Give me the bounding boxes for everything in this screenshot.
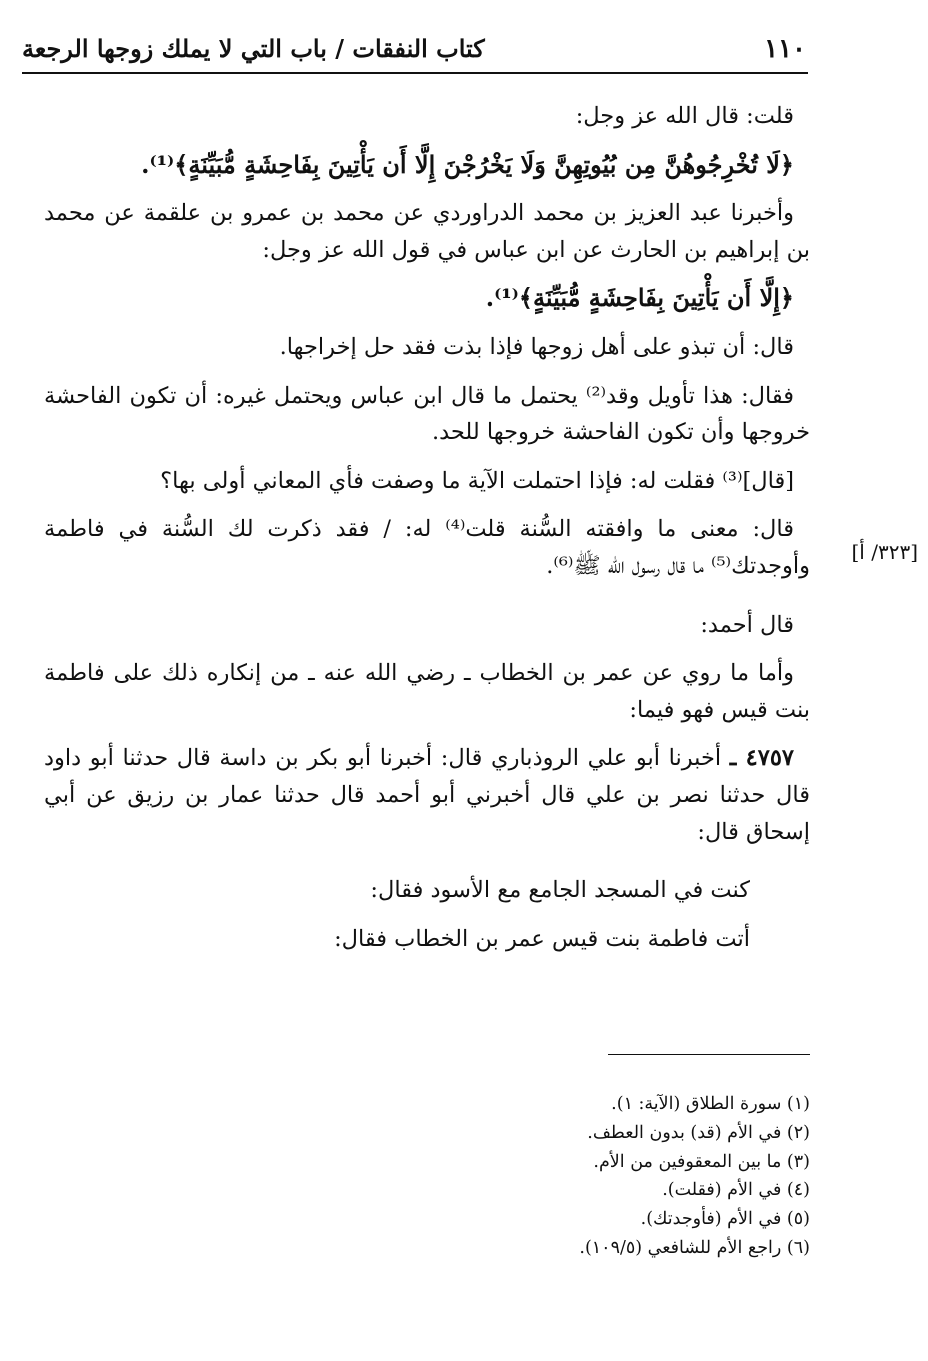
running-title: كتاب النفقات / باب التي لا يملك زوجها الرجعة bbox=[22, 34, 485, 63]
hadith-text: أخبرنا أبو علي الروذباري قال: أخبرنا أبو بكر بن داسة قال حدثنا أبو داود قال حدثنا نصر بن علي قال أخبرني أبو أحمد قال حدثنا عمار بن رزيق عن أبي إسحاق قال: bbox=[44, 745, 810, 845]
paragraph-fatima: أتت فاطمة بنت قيس عمر بن الخطاب فقال: bbox=[334, 925, 750, 952]
footnote: (٢) في الأم (قد) بدون العطف. bbox=[587, 1122, 810, 1143]
footnote: (٣) ما بين المعقوفين من الأم. bbox=[593, 1151, 810, 1172]
quran-verse-2: ﴿إِلَّا أَن يَأْتِينَ بِفَاحِشَةٍ مُّبَيِّنَةٍ﴾⁽¹⁾. bbox=[485, 283, 794, 313]
paragraph-faqultu: [قال]⁽³⁾ فقلت له: فإذا احتملت الآية ما وصفت فأي المعاني أولى بها؟ bbox=[160, 467, 794, 494]
page-header bbox=[22, 28, 808, 74]
footnote: (٤) في الأم (فقلت). bbox=[662, 1180, 810, 1201]
main-text bbox=[44, 98, 810, 969]
paragraph-faqal: فقال: هذا تأويل وقد⁽²⁾ يحتمل ما قال ابن عباس ويحتمل غيره: أن تكون الفاحشة خروجها وأن تكون الفاحشة خروجها للحد. bbox=[44, 382, 810, 446]
footnote-rule bbox=[608, 1054, 810, 1055]
paragraph-qal-ahmad: قال أحمد: bbox=[700, 611, 794, 638]
hadith-number: ٤٧٥٧ ـ bbox=[729, 745, 794, 772]
paragraph-qult: قلت: قال الله عز وجل: bbox=[575, 103, 794, 129]
footnote: (٥) في الأم (فأوجدتك). bbox=[640, 1209, 810, 1230]
paragraph-umar: وأما ما روي عن عمر بن الخطاب ـ رضي الله عنه ـ من إنكاره ذلك على فاطمة بنت قيس فهو فيما: bbox=[44, 660, 810, 723]
manuscript-folio-note: [٣٢٣/ أ] bbox=[851, 540, 918, 564]
paragraph-isnad: وأخبرنا عبد العزيز بن محمد الدراوردي عن محمد بن عمرو بن علقمة عن محمد بن إبراهيم بن الحارث عن ابن عباس في قول الله عز وجل: bbox=[44, 200, 810, 263]
footnote: (١) سورة الطلاق (الآية: ١). bbox=[611, 1094, 810, 1114]
paragraph-masjid: كنت في المسجد الجامع مع الأسود فقال: bbox=[370, 877, 750, 904]
footnote: (٦) راجع الأم للشافعي (١٠٩/٥). bbox=[579, 1237, 810, 1258]
paragraph-qal: قال: أن تبذو على أهل زوجها فإذا بذت فقد حل إخراجها. bbox=[279, 333, 794, 360]
paragraph-sunna: قال: معنى ما وافقته السُّنة قلت⁽⁴⁾ له: / فقد ذكرت لك السُّنة في فاطمة وأوجدتك⁽⁵⁾ ما قال رسول الله ﷺ⁽⁶⁾. bbox=[44, 516, 810, 579]
footnotes bbox=[300, 1090, 810, 1263]
page-number: ١١٠ bbox=[764, 34, 806, 64]
header-rule bbox=[22, 72, 808, 74]
quran-verse: ﴿لَا تُخْرِجُوهُنَّ مِن بُيُوتِهِنَّ وَلَا يَخْرُجْنَ إِلَّا أَن يَأْتِينَ بِفَاحِشَةٍ مُّبَيِّنَةٍ﴾⁽¹⁾. bbox=[141, 149, 794, 179]
hadith-paragraph bbox=[44, 740, 810, 850]
